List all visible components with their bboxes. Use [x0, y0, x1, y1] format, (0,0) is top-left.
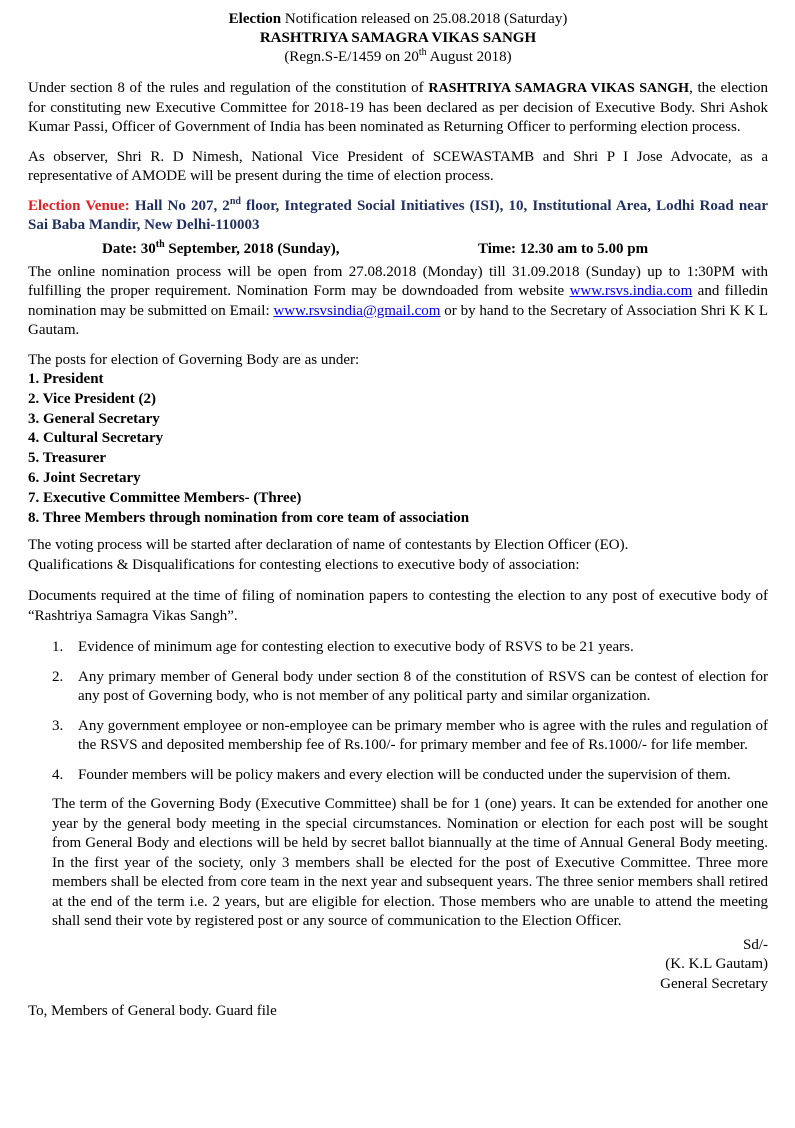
- post-item: 5. Treasurer: [28, 450, 107, 467]
- release-line: [28, 10, 768, 29]
- release-election-word: Election: [228, 11, 282, 27]
- documents-intro: Documents required at the time of filing of nomination papers to contesting the election to any post of executive body of “Rashtriya Samagra Vikas Sangh”.: [28, 588, 768, 624]
- release-text: Notification released on 25.08.2018 (Saturday): [281, 11, 568, 27]
- intro-text-b: , the election for constituting new Executive Committee for 2018-19 has been declared as per decision of Executive Body. Shri Ashok Kumar Passi, Officer of Government of India has been nominated as Returning Officer to performing election process.: [28, 80, 768, 135]
- nomination-text-b: and filledin nomination may be submitted on Email:: [28, 283, 768, 319]
- venue-text-b: floor, Integrated Social Initiatives (ISI), 10, Institutional Area, Lodhi Road near Sai Baba Mandir, New Delhi-110003: [28, 197, 768, 233]
- schedule-line: [28, 240, 768, 262]
- date-sup: th: [155, 238, 165, 250]
- intro-org-name: RASHTRIYA SAMAGRA VIKAS SANGH: [428, 81, 690, 96]
- notification-document: [28, 10, 768, 1022]
- document-item: [28, 766, 768, 786]
- post-item: 4. Cultural Secretary: [28, 430, 164, 447]
- nomination-text-a: The online nomination process will be open from 27.08.2018 (Monday) till 31.09.2018 (Sunday) up to 1:30PM with fulfilling the proper requirement. Nomination Form may be downdoaded from website: [28, 263, 768, 299]
- intro-paragraph: [28, 79, 768, 138]
- website-link[interactable]: www.rsvs.india.com: [569, 283, 693, 299]
- document-item-text: Founder members will be policy makers and every election will be conducted under the supervision of them.: [78, 766, 731, 783]
- signature-sd: Sd/-: [742, 936, 768, 953]
- signatory-name: (K. K.L Gautam): [665, 956, 768, 973]
- date-text-a: Date: 30: [102, 240, 156, 257]
- post-item: 3. General Secretary: [28, 410, 160, 427]
- time-text: Time: 12.30 am to 5.00 pm: [478, 240, 649, 257]
- posts-intro: The posts for election of Governing Body are as under:: [28, 351, 360, 368]
- registration-line: [28, 48, 768, 67]
- signature-block: [28, 936, 768, 995]
- intro-text-a: Under section 8 of the rules and regulation of the constitution of: [28, 80, 429, 96]
- voting-line: The voting process will be started after declaration of name of contestants by Election Officer (EO).: [28, 537, 629, 554]
- venue-sup: nd: [229, 195, 241, 207]
- observer-paragraph: As observer, Shri R. D Nimesh, National Vice President of SCEWASTAMB and Shri P I Jose Advocate, as a representative of AMODE will be present during the time of election process.: [28, 148, 768, 184]
- post-item: 7. Executive Committee Members- (Three): [28, 489, 302, 506]
- org-title: RASHTRIYA SAMAGRA VIKAS SANGH: [259, 30, 537, 46]
- post-item: 6. Joint Secretary: [28, 469, 141, 486]
- venue-text-a: Hall No 207, 2: [134, 197, 230, 214]
- document-item-text: Any primary member of General body under section 8 of the constitution of RSVS can be contest of election for any post of Governing body, who is not member of any political party and similar organization.: [78, 668, 768, 705]
- post-item: 2. Vice President (2): [28, 390, 157, 407]
- document-item-number: 1.: [52, 639, 64, 656]
- document-item-text: Evidence of minimum age for contesting election to executive body of RSVS to be 21 years.: [78, 639, 634, 656]
- signatory-title: General Secretary: [660, 975, 768, 992]
- date-text-b: September, 2018 (Sunday),: [164, 240, 340, 257]
- document-item: [28, 717, 768, 756]
- reg-suffix: August 2018): [426, 49, 512, 65]
- reg-prefix: (Regn.S-E/1459 on 20: [284, 49, 419, 65]
- post-item: 1. President: [28, 371, 104, 387]
- email-link[interactable]: www.rsvsindia@gmail.com: [273, 302, 441, 319]
- document-item: [28, 668, 768, 707]
- footer-distribution: To, Members of General body. Guard file: [28, 1003, 277, 1020]
- nomination-text-c: or by hand to the Secretary of Association Shri K K L Gautam.: [28, 302, 769, 338]
- document-item-number: 4.: [52, 766, 64, 783]
- post-item: 8. Three Members through nomination from core team of association: [28, 509, 470, 526]
- reg-sup: th: [418, 47, 427, 58]
- document-item-number: 2.: [52, 668, 64, 685]
- document-item-number: 3.: [52, 717, 64, 734]
- qualifications-line: Qualifications & Disqualifications for contesting elections to executive body of association:: [28, 556, 580, 573]
- term-paragraph: The term of the Governing Body (Executive Committee) shall be for 1 (one) years. It can be extended for another one year by the general body meeting in the special circumstances. Nomination or election for each post will be sought from General Body and elections will be held by secret ballot biannually at the time of Annual General Body meeting. In the first year of the society, only 3 members shall be elected for the post of Executive Committee. Three more members shall be elected from core team in the next year and subsequent years. The three senior members shall retired at the end of the term i.e. 2 years, but are eligible for election. Those members who are unable to attend the meeting shall send their vote by registered post or any source of communication to the Election Officer.: [52, 796, 768, 930]
- nomination-paragraph: [28, 263, 768, 341]
- date-text: [102, 240, 340, 260]
- documents-list: [28, 638, 768, 785]
- venue-paragraph: [28, 197, 768, 236]
- document-item: [28, 638, 768, 658]
- posts-list: [28, 370, 768, 528]
- document-item-text: Any government employee or non-employee can be primary member who is agree with the rules and regulation of the RSVS and deposited membership fee of Rs.100/- for primary member and fee of Rs.1000/- for life member.: [78, 717, 768, 754]
- venue-label: Election Venue:: [28, 197, 135, 214]
